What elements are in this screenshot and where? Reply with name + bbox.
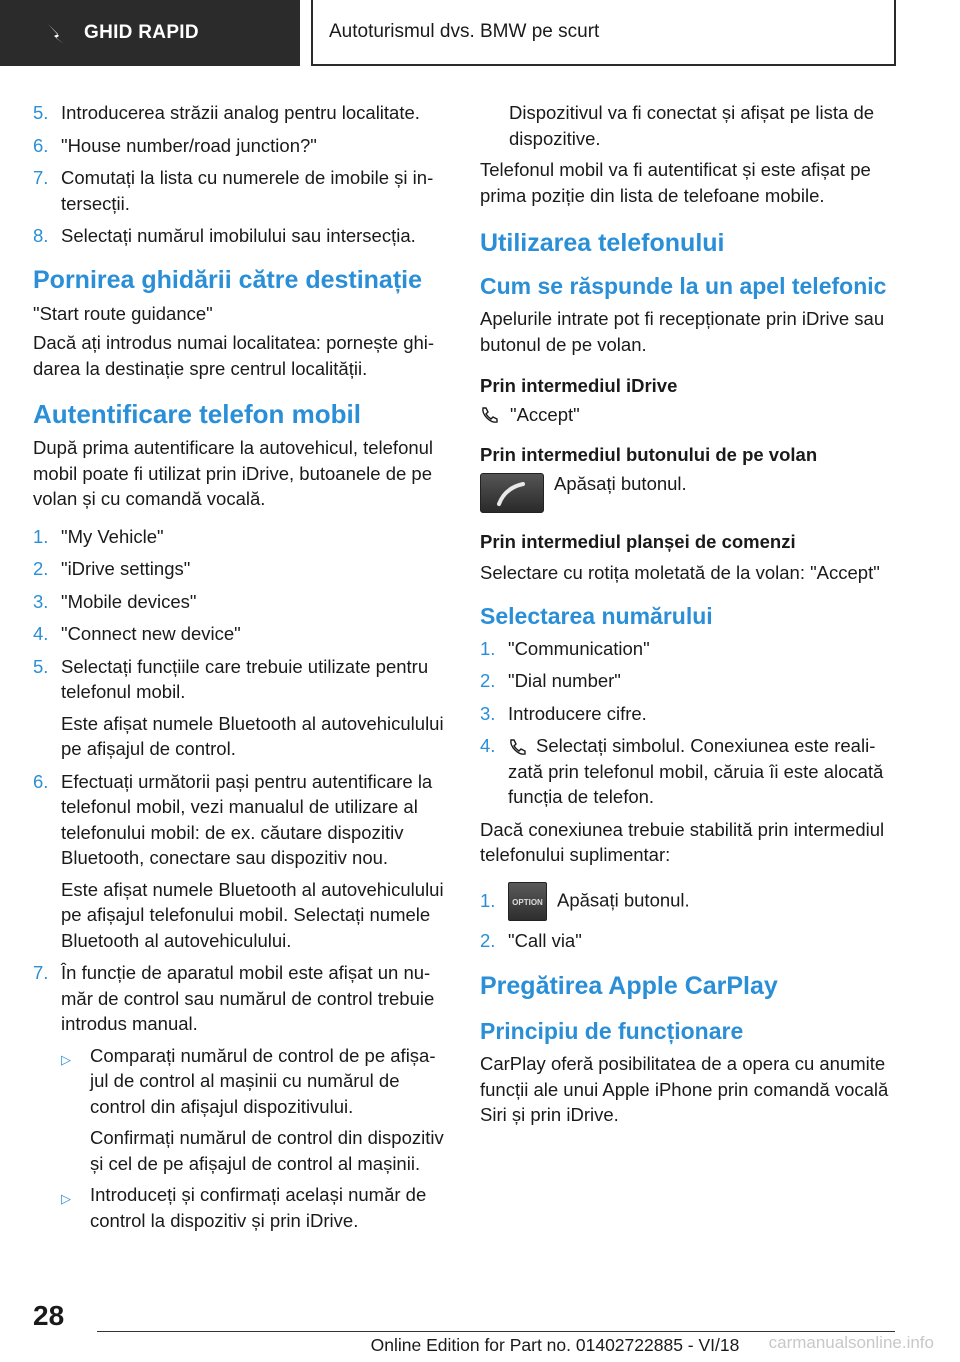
step-text: Introducere cifre.	[508, 702, 647, 724]
step-text: "Dial number"	[508, 670, 621, 691]
paragraph: "Start route guidance"	[33, 302, 213, 324]
step-number: 2.	[480, 929, 496, 951]
step-number: 1.	[33, 525, 49, 547]
steps-address	[33, 100, 447, 249]
paragraph: Dacă ați introdus numai localitatea: pornește ghidarea la destinație spre centrul localității.	[33, 332, 435, 379]
bullet-item	[61, 1043, 447, 1177]
list-item	[33, 133, 447, 159]
step-body	[61, 769, 447, 954]
step-text: Selectați simbolul. Conexiunea este realizată prin telefonul mobil, căruia îi este alocată funcția de telefon.	[508, 735, 884, 807]
heading-carplay: Pregătirea Apple CarPlay	[480, 972, 778, 1000]
step-text: "iDrive settings"	[61, 558, 191, 579]
step-text: "Mobile devices"	[61, 590, 197, 612]
accept-row	[480, 404, 900, 426]
list-item	[33, 654, 447, 762]
option-button[interactable]: OPTION	[508, 882, 547, 921]
steps-pairing	[33, 524, 447, 1234]
triangle-bullet-icon: ▷	[61, 1191, 71, 1206]
wheel-button-row	[480, 473, 900, 513]
list-item	[480, 701, 900, 727]
step-body	[61, 654, 447, 762]
list-item	[33, 589, 447, 615]
paragraph: Selectare cu rotița moletată de la volan: "Accept"	[480, 562, 880, 583]
right-column	[480, 100, 900, 1134]
step-body	[508, 733, 900, 810]
step-text: Efectuați următorii pași pentru autentificare la telefonul mobil, vezi manualul de utilizare al telefonului mobil: de ex. căutare dispozitiv Bluetooth, conectare sau dispozitiv nou.	[61, 770, 433, 868]
heading-via-idrive: Prin intermediul iDrive	[480, 375, 678, 396]
left-column	[33, 100, 447, 1240]
list-item	[33, 524, 447, 550]
phone-button-icon	[495, 480, 531, 508]
accept-label: "Accept"	[510, 404, 580, 425]
bullet-item	[61, 1182, 447, 1233]
list-item	[480, 668, 900, 694]
page-number: 28	[33, 1300, 65, 1331]
page-header	[0, 0, 960, 66]
step-text: "My Vehicle"	[61, 525, 164, 547]
quick-guide-label: GHID RAPID	[84, 22, 199, 43]
triangle-bullet-icon: ▷	[61, 1051, 71, 1067]
list-item	[33, 621, 447, 647]
bullet-body	[90, 1043, 447, 1177]
list-item	[33, 556, 447, 582]
step-number: 3.	[33, 590, 49, 612]
step-number: 6.	[33, 770, 49, 792]
step-number: 8.	[33, 225, 49, 246]
step-text: "Connect new device"	[61, 623, 241, 644]
list-item	[480, 733, 900, 810]
paragraph: CarPlay oferă posibilitatea de a opera cu anumite funcții ale unui Apple iPhone prin comandă vocală Siri și prin iDrive.	[480, 1053, 889, 1125]
step-text: Selectați funcțiile care trebuie utilizate pentru telefonul mobil.	[61, 655, 429, 702]
step-number: 6.	[33, 134, 49, 156]
quick-guide-icon	[44, 20, 70, 46]
step-body	[61, 960, 447, 1233]
steering-phone-button[interactable]	[480, 473, 544, 513]
step-number: 1.	[480, 637, 496, 659]
heading-phone-use: Utilizarea telefonului	[480, 229, 725, 257]
step-number: 5.	[33, 655, 49, 677]
step-note: Este afișat numele Bluetooth al autovehiculului pe afișajul de control.	[61, 712, 444, 759]
step-number: 1.	[480, 890, 496, 912]
paragraph: Apelurile intrate pot fi recepționate prin iDrive sau butonul de pe volan.	[480, 308, 885, 355]
list-item	[480, 636, 900, 662]
watermark: carmanualsonline.info	[768, 1333, 934, 1352]
step-number: 2.	[33, 558, 49, 579]
heading-principle: Principiu de funcționare	[480, 1018, 744, 1044]
heading-answer-call: Cum se răspunde la un apel telefonic	[480, 273, 887, 299]
step-number: 3.	[480, 702, 496, 724]
step-number: 4.	[33, 623, 49, 644]
paragraph: Telefonul mobil va fi autentificat și este afișat pe prima poziție din lista de telefoane mobile.	[480, 159, 871, 206]
heading-via-control-panel: Prin intermediul planșei de comenzi	[480, 531, 796, 552]
bullet-text: Introduceți și confirmați același număr de control la dispozitiv și prin iDrive.	[90, 1184, 427, 1231]
heading-via-wheel-button: Prin intermediul butonului de pe volan	[480, 444, 818, 465]
list-item	[33, 223, 447, 249]
section-title: Autoturismul dvs. BMW pe scurt	[311, 0, 896, 66]
step-body	[508, 882, 900, 921]
step-text: Selectați numărul imobilului sau intersecția.	[61, 225, 416, 246]
step-number: 2.	[480, 670, 496, 691]
step-text: "Call via"	[508, 929, 582, 951]
heading-dial-number: Selectarea numărului	[480, 602, 713, 629]
step-note: Este afișat numele Bluetooth al autovehiculului pe afișajul telefonului mobil. Selectați numele Bluetooth al autovehiculului.	[61, 878, 444, 951]
list-item	[480, 928, 900, 954]
phone-handset-icon	[508, 737, 528, 757]
step-text: În funcție de aparatul mobil este afișat un număr de control sau numărul de control trebuie introdus manual.	[61, 962, 435, 1034]
list-item	[480, 882, 900, 921]
step-number: 4.	[480, 735, 496, 756]
step-number: 7.	[33, 167, 49, 188]
footer-divider	[97, 1331, 895, 1332]
bullet-text: Comparați numărul de control de pe afișajul de control al mașinii cu numărul de control din afișajul dispozitivului.	[90, 1044, 436, 1117]
list-item	[33, 769, 447, 954]
step-text: Introducerea străzii analog pentru localitate.	[61, 102, 420, 123]
paragraph: Dacă conexiunea trebuie stabilită prin intermediul telefonului suplimentar:	[480, 818, 885, 865]
paragraph: După prima autentificare la autovehicul, telefonul mobil poate fi utilizat prin iDrive, butoanele de pe volan și cu comandă vocală.	[33, 437, 434, 509]
heading-phone-auth: Autentificare telefon mobil	[33, 399, 361, 429]
heading-start-guidance: Pornirea ghidării către destinație	[33, 265, 423, 294]
step-number: 5.	[33, 102, 49, 123]
phone-handset-icon	[480, 405, 500, 425]
paragraph: Dispozitivul va fi conectat și afișat pe lista de dispozitive.	[509, 102, 875, 149]
step-number: 7.	[33, 962, 49, 983]
press-button-text: Apăsați butonul.	[554, 473, 687, 494]
step-text: Comutați la lista cu numerele de imobile și intersecții.	[61, 167, 434, 214]
bullet-note: Confirmați numărul de control din dispozitiv și cel de pe afișajul de control al mașinii.	[90, 1127, 444, 1174]
quick-guide-tab[interactable]	[0, 0, 300, 66]
list-item	[33, 960, 447, 1233]
list-item	[33, 165, 447, 216]
footer-edition: Online Edition for Part no. 01402722885 - VI/18	[370, 1335, 740, 1355]
step-text: Apăsați butonul.	[557, 888, 690, 910]
steps-dial	[480, 636, 900, 810]
step-text: "House number/road junction?"	[61, 134, 317, 156]
step-text: "Communication"	[508, 637, 650, 659]
list-item	[33, 100, 447, 126]
steps-option	[480, 882, 900, 954]
